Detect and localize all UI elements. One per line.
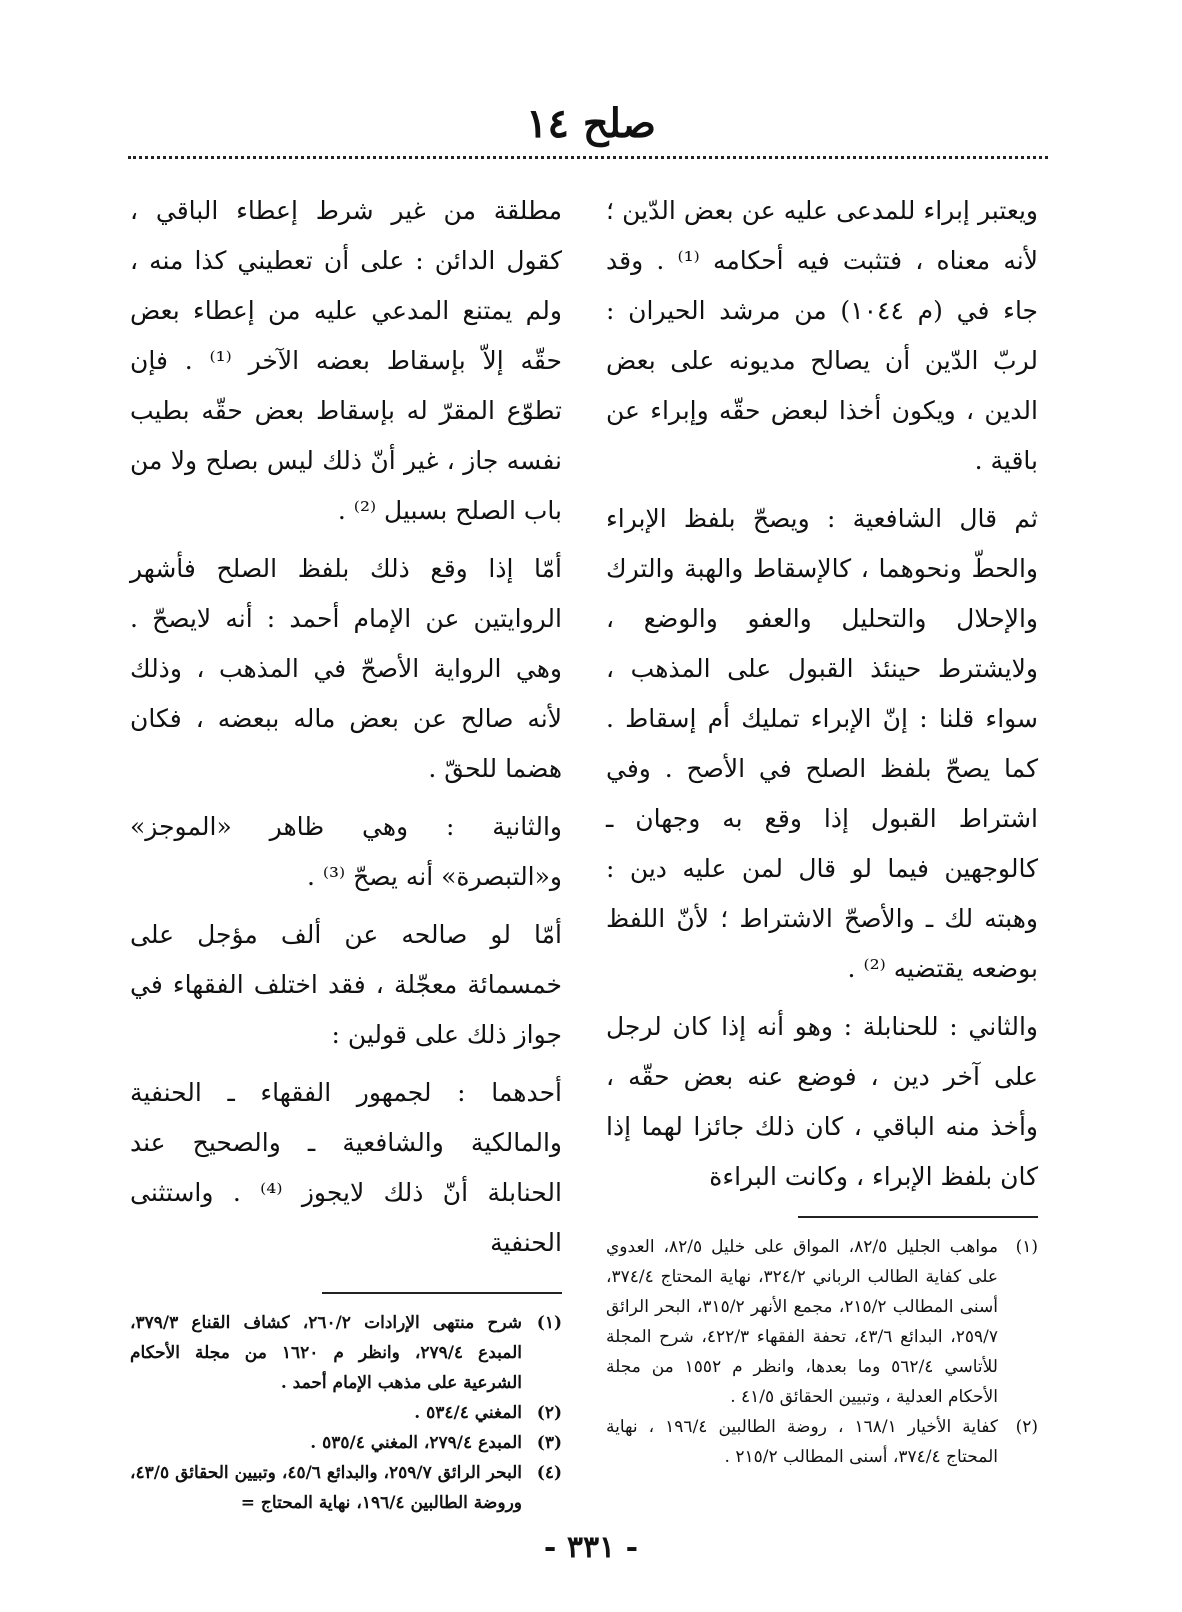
footnotes (606, 1232, 1038, 1472)
paragraph: مطلقة من غير شرط إعطاء الباقي ، كقول الدائن : على أن تعطيني كذا منه ، ولم يمتنع المدعي عليه من إعطاء بعض حقّه إلاّ بإسقاط بعضه الآخر ⁽¹⁾ . فإن تطوّع المقرّ له بإسقاط بعض حقّه بطيب نفسه جاز ، غير أنّ ذلك ليس بصلح ولا من باب الصلح بسبيل ⁽²⁾ . (130, 196, 562, 525)
footnote-number: (٢) (536, 1403, 562, 1423)
left-column (130, 186, 562, 1518)
footnote-number: (١) (1015, 1237, 1038, 1257)
footnote-number: (١) (536, 1313, 562, 1333)
left-column-body (130, 186, 562, 1268)
paragraph: والثانية : وهي ظاهر «الموجز» و«التبصرة» أنه يصحّ ⁽³⁾ . (130, 812, 562, 891)
right-column (606, 186, 1038, 1472)
footnote-item (606, 1412, 1038, 1472)
paragraph: أمّا إذا وقع ذلك بلفظ الصلح فأشهر الروايتين عن الإمام أحمد : أنه لايصحّ . وهي الرواية الأصحّ في المذهب ، وذلك لأنه صالح عن بعض ماله ببعضه ، فكان هضما للحقّ . (130, 554, 562, 783)
footnote-item (130, 1428, 562, 1458)
footnote-text: كفاية الأخيار ١٦٨/١ ، روضة الطالبين ١٩٦/٤ ، نهاية المحتاج ٣٧٤/٤، أسنى المطالب ٢١٥/٢ . (606, 1417, 998, 1467)
footnote-number: (٣) (536, 1433, 562, 1453)
footnote-number: (٤) (536, 1463, 562, 1483)
page-number: - ٣٣١ - (543, 1530, 639, 1565)
footnote-item (130, 1308, 562, 1398)
paragraph: ويعتبر إبراء للمدعى عليه عن بعض الدّين ؛ لأنه معناه ، فتثبت فيه أحكامه ⁽¹⁾ . وقد جاء في (م ١٠٤٤) من مرشد الحيران : لربّ الدّين أن يصالح مديونه على بعض الدين ، ويكون أخذا لبعض حقّه وإبراء عن باقية . (606, 196, 1039, 475)
footnote-number: (٢) (1015, 1417, 1038, 1437)
footnote-item (130, 1398, 562, 1428)
paragraph: أحدهما : لجمهور الفقهاء ـ الحنفية والمالكية والشافعية ـ والصحيح عند الحنابلة أنّ ذلك لايجوز ⁽⁴⁾ . واستثنى الحنفية (130, 1078, 562, 1257)
footnote-text: البحر الرائق ٢٥٩/٧، والبدائع ٤٥/٦، وتبيين الحقائق ٤٣/٥، وروضة الطالبين ١٩٦/٤، نهاية المحتاج = (130, 1463, 522, 1513)
footnote-item (130, 1458, 562, 1518)
footnotes (130, 1308, 562, 1518)
footnote-divider (322, 1292, 562, 1294)
footnote-text: مواهب الجليل ٨٢/٥، المواق على خليل ٨٢/٥، العدوي على كفاية الطالب الرباني ٣٢٤/٢، نهاية المحتاج ٣٧٤/٤، أسنى المطالب ٢١٥/٢، مجمع الأنهر ٣١٥/٢، البحر الرائق ٢٥٩/٧، البدائع ٤٣/٦، تحفة الفقهاء ٤٢٢/٣، شرح المجلة للأتاسي ٥٦٢/٤ وما بعدها، وانظر م ١٥٥٢ من مجلة الأحكام العدلية ، وتبيين الحقائق ٤١/٥ . (606, 1237, 998, 1407)
footnote-divider (798, 1216, 1038, 1218)
footnote-item (606, 1232, 1038, 1412)
page-title: صلح ١٤ (526, 100, 656, 147)
footnote-text: شرح منتهى الإرادات ٢٦٠/٢، كشاف القناع ٣٧٩/٣، المبدع ٢٧٩/٤، وانظر م ١٦٢٠ من مجلة الأحكام الشرعية على مذهب الإمام أحمد . (130, 1313, 523, 1393)
paragraph: والثاني : للحنابلة : وهو أنه إذا كان لرجل على آخر دين ، فوضع عنه بعض حقّه ، وأخذ منه الباقي ، كان ذلك جائزا لهما إذا كان بلفظ الإبراء ، وكانت البراءة (606, 1012, 1038, 1191)
footnote-text: المغني ٥٣٤/٤ . (414, 1403, 522, 1423)
right-column-body (606, 186, 1038, 1202)
header-dotted-divider (128, 156, 1048, 159)
paragraph: أمّا لو صالحه عن ألف مؤجل على خمسمائة معجّلة ، فقد اختلف الفقهاء في جواز ذلك على قولين : (130, 920, 562, 1049)
footnote-text: المبدع ٢٧٩/٤، المغني ٥٣٥/٤ . (310, 1433, 522, 1453)
paragraph: ثم قال الشافعية : ويصحّ بلفظ الإبراء والحطّ ونحوهما ، كالإسقاط والهبة والترك والإحلال والتحليل والعفو والوضع ، ولايشترط حينئذ القبول على المذهب ، سواء قلنا : إنّ الإبراء تمليك أم إسقاط . كما يصحّ بلفظ الصلح في الأصح . وفي اشتراط القبول إذا وقع به وجهان ـ كالوجهين فيما لو قال لمن عليه دين : وهبته لك ـ والأصحّ الاشتراط ؛ لأنّ اللفظ بوضعه يقتضيه ⁽²⁾ . (606, 504, 1038, 983)
